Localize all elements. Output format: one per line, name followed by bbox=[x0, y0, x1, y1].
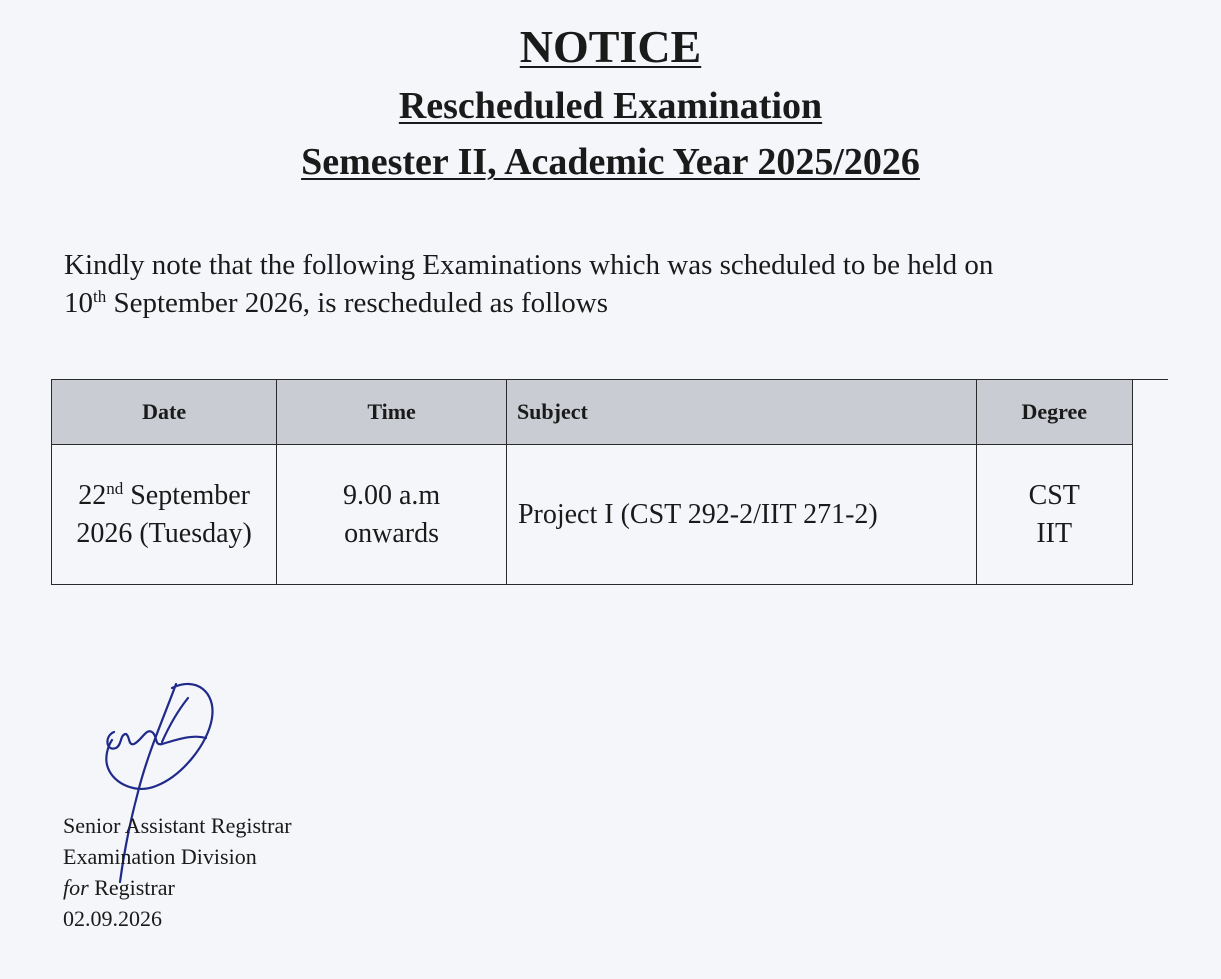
cell-time bbox=[277, 445, 507, 585]
date-line-2: 2026 (Tuesday) bbox=[76, 517, 252, 549]
header-subject: Subject bbox=[506, 380, 976, 445]
subject-text: Project I (CST 292-2/IIT 271-2) bbox=[517, 498, 878, 530]
header-degree: Degree bbox=[976, 380, 1133, 445]
cell-degree bbox=[976, 445, 1133, 585]
signoff-block bbox=[63, 810, 292, 934]
intro-line-1: Kindly note that the following Examinations which was scheduled to be held on bbox=[64, 249, 994, 281]
exam-schedule-table bbox=[51, 379, 1133, 585]
intro-date-day: 10 bbox=[64, 287, 93, 319]
header-time: Time bbox=[277, 380, 507, 445]
table-header-row bbox=[52, 380, 1133, 445]
notice-subtitle-semester: Semester II, Academic Year 2025/2026 bbox=[301, 141, 920, 183]
signoff-date: 02.09.2026 bbox=[63, 906, 162, 931]
intro-date-suffix: th bbox=[93, 287, 107, 306]
signoff-for-registrar: for Registrar bbox=[63, 875, 175, 900]
signoff-title: Senior Assistant Registrar bbox=[63, 813, 292, 838]
header-date: Date bbox=[52, 380, 277, 445]
notice-subtitle-exam: Rescheduled Examination bbox=[398, 85, 823, 127]
signoff-division: Examination Division bbox=[63, 844, 257, 869]
time-line-2: onwards bbox=[344, 517, 440, 549]
table-row bbox=[52, 445, 1133, 585]
degree-line-2: IIT bbox=[1036, 517, 1073, 549]
cell-date bbox=[52, 445, 277, 585]
notice-title: NOTICE bbox=[519, 21, 702, 72]
cell-subject bbox=[506, 445, 976, 585]
date-line-1: 22nd September bbox=[78, 478, 250, 511]
time-line-1: 9.00 a.m bbox=[342, 479, 441, 511]
table-top-rule-extension bbox=[1132, 379, 1168, 380]
intro-line-2: September 2026, is rescheduled as follows bbox=[106, 287, 608, 319]
degree-line-1: CST bbox=[1028, 479, 1080, 511]
intro-paragraph bbox=[64, 246, 1184, 322]
